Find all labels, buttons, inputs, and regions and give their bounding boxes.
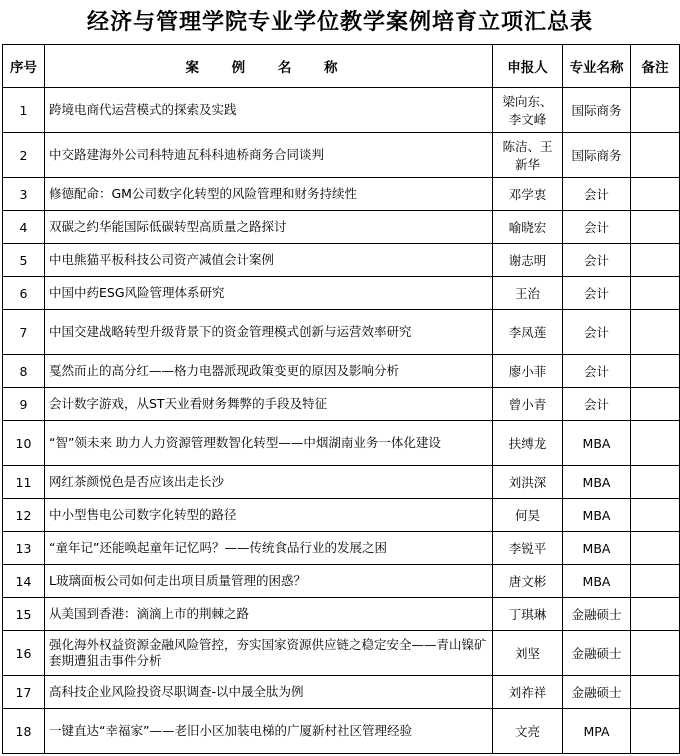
row-case-name: 双碳之约华能国际低碳转型高质量之路探讨 bbox=[45, 211, 493, 244]
row-case-name: 从美国到香港：滴滴上市的荆棘之路 bbox=[45, 598, 493, 631]
row-major: MBA bbox=[563, 466, 631, 499]
row-remark bbox=[631, 88, 680, 133]
row-seq: 11 bbox=[3, 466, 45, 499]
row-applicant: 王治 bbox=[493, 277, 563, 310]
row-major: 会计 bbox=[563, 244, 631, 277]
table-row bbox=[3, 355, 680, 388]
row-case-name: “智”领未来 助力人力资源管理数智化转型——中烟湖南业务一体化建设 bbox=[45, 421, 493, 466]
table-row bbox=[3, 532, 680, 565]
header-remark: 备注 bbox=[631, 45, 680, 88]
row-seq: 6 bbox=[3, 277, 45, 310]
row-case-name: 跨境电商代运营模式的探索及实践 bbox=[45, 88, 493, 133]
row-case-name: 中小型售电公司数字化转型的路径 bbox=[45, 499, 493, 532]
table-row bbox=[3, 676, 680, 709]
row-remark bbox=[631, 532, 680, 565]
row-case-name: 中交路建海外公司科特迪瓦科科迪桥商务合同谈判 bbox=[45, 133, 493, 178]
row-remark bbox=[631, 310, 680, 355]
row-remark bbox=[631, 631, 680, 676]
row-remark bbox=[631, 244, 680, 277]
row-seq: 7 bbox=[3, 310, 45, 355]
case-summary-table bbox=[2, 44, 680, 754]
table-header-row bbox=[3, 45, 680, 88]
row-applicant: 刘洪深 bbox=[493, 466, 563, 499]
table-row bbox=[3, 211, 680, 244]
row-case-name: 高科技企业风险投资尽职调查-以中晟全肽为例 bbox=[45, 676, 493, 709]
table-row bbox=[3, 178, 680, 211]
row-remark bbox=[631, 355, 680, 388]
row-major: 会计 bbox=[563, 178, 631, 211]
row-applicant: 曾小青 bbox=[493, 388, 563, 421]
row-remark bbox=[631, 499, 680, 532]
row-case-name: “童年记”还能唤起童年记忆吗？——传统食品行业的发展之困 bbox=[45, 532, 493, 565]
row-case-name: L玻璃面板公司如何走出项目质量管理的困惑？ bbox=[45, 565, 493, 598]
row-seq: 10 bbox=[3, 421, 45, 466]
row-remark bbox=[631, 598, 680, 631]
row-remark bbox=[631, 178, 680, 211]
row-seq: 13 bbox=[3, 532, 45, 565]
row-case-name: 中国中药ESG风险管理体系研究 bbox=[45, 277, 493, 310]
row-applicant: 刘坚 bbox=[493, 631, 563, 676]
table-row bbox=[3, 133, 680, 178]
row-seq: 18 bbox=[3, 709, 45, 754]
row-remark bbox=[631, 133, 680, 178]
row-applicant: 廖小菲 bbox=[493, 355, 563, 388]
row-major: 会计 bbox=[563, 277, 631, 310]
row-remark bbox=[631, 388, 680, 421]
row-case-name: 戛然而止的高分红——格力电器派现政策变更的原因及影响分析 bbox=[45, 355, 493, 388]
row-case-name: 中国交建战略转型升级背景下的资金管理模式创新与运营效率研究 bbox=[45, 310, 493, 355]
row-applicant: 谢志明 bbox=[493, 244, 563, 277]
row-remark bbox=[631, 709, 680, 754]
table-row bbox=[3, 421, 680, 466]
row-seq: 16 bbox=[3, 631, 45, 676]
table-row bbox=[3, 310, 680, 355]
row-remark bbox=[631, 565, 680, 598]
page-title: 经济与管理学院专业学位教学案例培育立项汇总表 bbox=[86, 9, 593, 35]
row-major: MBA bbox=[563, 565, 631, 598]
row-case-name: 一键直达“幸福家”——老旧小区加装电梯的广厦新村社区管理经验 bbox=[45, 709, 493, 754]
row-case-name: 网红茶颜悦色是否应该出走长沙 bbox=[45, 466, 493, 499]
row-seq: 5 bbox=[3, 244, 45, 277]
row-seq: 3 bbox=[3, 178, 45, 211]
row-applicant: 邓学衷 bbox=[493, 178, 563, 211]
row-major: MBA bbox=[563, 421, 631, 466]
row-applicant: 唐文彬 bbox=[493, 565, 563, 598]
row-applicant: 李锐平 bbox=[493, 532, 563, 565]
row-seq: 8 bbox=[3, 355, 45, 388]
row-major: 金融硕士 bbox=[563, 676, 631, 709]
row-major: 金融硕士 bbox=[563, 598, 631, 631]
row-case-name: 修德配命：GM公司数字化转型的风险管理和财务持续性 bbox=[45, 178, 493, 211]
row-major: 金融硕士 bbox=[563, 631, 631, 676]
row-seq: 15 bbox=[3, 598, 45, 631]
row-applicant: 陈洁、王新华 bbox=[493, 133, 563, 178]
row-major: 会计 bbox=[563, 355, 631, 388]
table-row bbox=[3, 631, 680, 676]
table-row bbox=[3, 88, 680, 133]
row-seq: 14 bbox=[3, 565, 45, 598]
row-remark bbox=[631, 676, 680, 709]
row-seq: 2 bbox=[3, 133, 45, 178]
row-applicant: 丁琪琳 bbox=[493, 598, 563, 631]
row-applicant: 文亮 bbox=[493, 709, 563, 754]
table-row bbox=[3, 244, 680, 277]
row-case-name: 强化海外权益资源金融风险管控，夯实国家资源供应链之稳定安全——青山镍矿套期遭狙击事件分析 bbox=[45, 631, 493, 676]
header-seq: 序号 bbox=[3, 45, 45, 88]
row-major: 会计 bbox=[563, 211, 631, 244]
header-major: 专业名称 bbox=[563, 45, 631, 88]
row-seq: 17 bbox=[3, 676, 45, 709]
table-row bbox=[3, 388, 680, 421]
row-major: MBA bbox=[563, 532, 631, 565]
row-applicant: 梁向东、李文峰 bbox=[493, 88, 563, 133]
row-applicant: 扶缚龙 bbox=[493, 421, 563, 466]
row-major: 会计 bbox=[563, 388, 631, 421]
row-major: MBA bbox=[563, 499, 631, 532]
row-remark bbox=[631, 277, 680, 310]
row-seq: 1 bbox=[3, 88, 45, 133]
row-applicant: 刘祚祥 bbox=[493, 676, 563, 709]
row-case-name: 中电熊猫平板科技公司资产减值会计案例 bbox=[45, 244, 493, 277]
row-applicant: 喻晓宏 bbox=[493, 211, 563, 244]
table-row bbox=[3, 466, 680, 499]
row-seq: 9 bbox=[3, 388, 45, 421]
table-row bbox=[3, 277, 680, 310]
row-major: 会计 bbox=[563, 310, 631, 355]
header-case-name: 案 例 名 称 bbox=[45, 45, 493, 88]
row-seq: 12 bbox=[3, 499, 45, 532]
row-remark bbox=[631, 211, 680, 244]
row-remark bbox=[631, 466, 680, 499]
row-major: 国际商务 bbox=[563, 88, 631, 133]
table-row bbox=[3, 499, 680, 532]
row-major: 国际商务 bbox=[563, 133, 631, 178]
table-row bbox=[3, 709, 680, 754]
header-applicant: 申报人 bbox=[493, 45, 563, 88]
row-seq: 4 bbox=[3, 211, 45, 244]
row-major: MPA bbox=[563, 709, 631, 754]
row-remark bbox=[631, 421, 680, 466]
table-row bbox=[3, 598, 680, 631]
row-applicant: 何昊 bbox=[493, 499, 563, 532]
table-row bbox=[3, 565, 680, 598]
row-applicant: 李凤莲 bbox=[493, 310, 563, 355]
row-case-name: 会计数字游戏，从ST天业看财务舞弊的手段及特征 bbox=[45, 388, 493, 421]
